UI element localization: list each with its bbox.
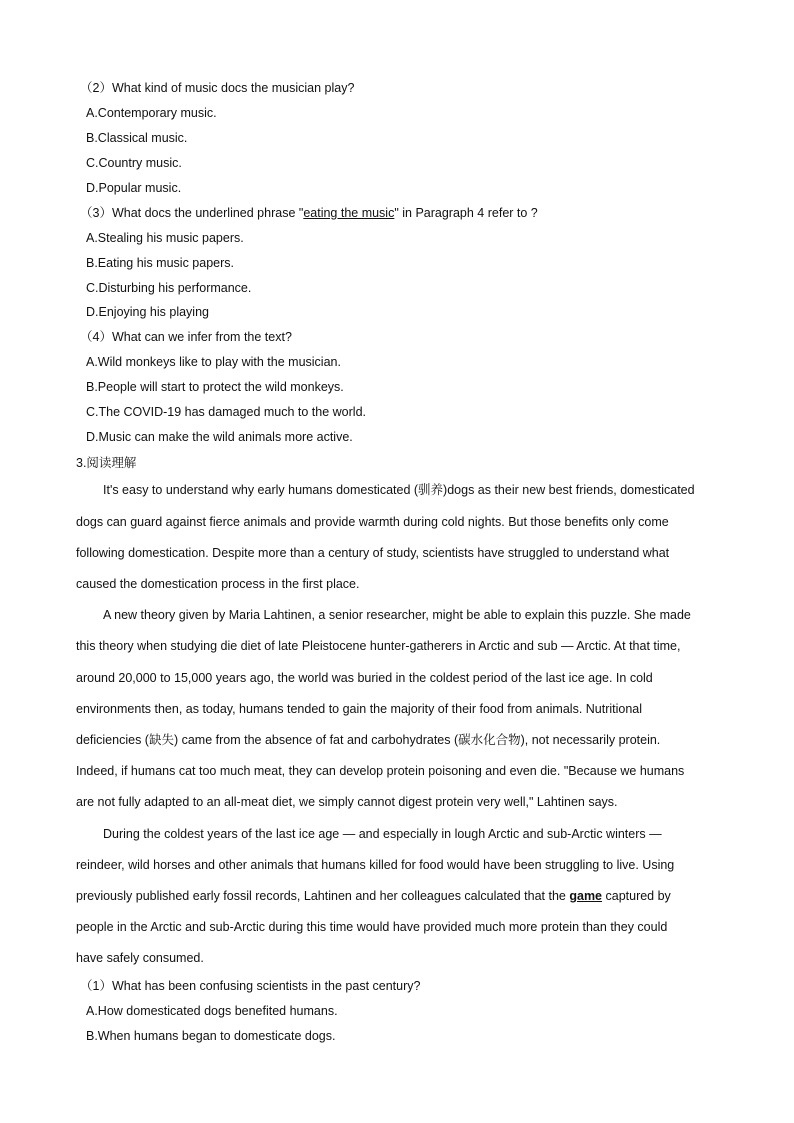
- option-c: C.The COVID-19 has damaged much to the world.: [86, 405, 366, 419]
- underlined-phrase: eating the music: [303, 206, 395, 220]
- option-b: B.People will start to protect the wild monkeys.: [86, 380, 344, 394]
- paragraph-line: reindeer, wild horses and other animals that humans killed for food would have been struggling to live. Using: [76, 858, 675, 872]
- paragraph-line: environments then, as today, humans tended to gain the majority of their food from animals. Nutritional: [76, 702, 643, 716]
- option-b: B.Classical music.: [86, 131, 188, 145]
- paragraph-line: around 20,000 to 15,000 years ago, the world was buried in the coldest period of the last ice age. In cold: [76, 671, 653, 685]
- paragraph-line: following domestication. Despite more than a century of study, scientists have struggled to understand what: [76, 546, 670, 560]
- paragraph-line: [76, 888, 716, 904]
- option-a: A.Wild monkeys like to play with the musician.: [86, 355, 341, 369]
- paragraph-line: deficiencies (缺失) came from the absence of fat and carbohydrates (碳水化合物), not necessarily protein.: [76, 733, 661, 747]
- paragraph-line: During the coldest years of the last ice age — and especially in lough Arctic and sub-Arctic winters —: [103, 827, 662, 841]
- line-text: previously published early fossil records, Lahtinen and her colleagues calculated that the: [76, 889, 570, 903]
- option-a: A.Contemporary music.: [86, 106, 217, 120]
- option-d: D.Popular music.: [86, 181, 182, 195]
- option-d: D.Enjoying his playing: [86, 305, 209, 319]
- paragraph-line: caused the domestication process in the first place.: [76, 577, 360, 591]
- option-a: A.Stealing his music papers.: [86, 231, 244, 245]
- paragraph-line: Indeed, if humans cat too much meat, they can develop protein poisoning and even die. "Because we humans: [76, 764, 685, 778]
- option-c: C.Country music.: [86, 156, 182, 170]
- question-stem: （2）What kind of music docs the musician play?: [80, 81, 355, 95]
- option-b: B.When humans began to domesticate dogs.: [86, 1029, 336, 1043]
- paragraph-line: dogs can guard against fierce animals and provide warmth during cold nights. But those benefits only come: [76, 515, 669, 529]
- stem-text: " in Paragraph 4 refer to ?: [394, 206, 538, 220]
- section-title: 3.阅读理解: [76, 456, 137, 470]
- paragraph-line: A new theory given by Maria Lahtinen, a senior researcher, might be able to explain this puzzle. She made: [103, 608, 691, 622]
- paragraph-line: people in the Arctic and sub-Arctic during this time would have provided much more protein than they could: [76, 920, 668, 934]
- question-stem: （1）What has been confusing scientists in the past century?: [80, 979, 421, 993]
- paragraph-line: It's easy to understand why early humans domesticated (驯养)dogs as their new best friends, domesticated: [103, 483, 695, 497]
- stem-text: （3）What docs the underlined phrase ": [80, 206, 304, 220]
- option-a: A.How domesticated dogs benefited humans.: [86, 1004, 338, 1018]
- question-stem: （4）What can we infer from the text?: [80, 330, 292, 344]
- option-b: B.Eating his music papers.: [86, 256, 234, 270]
- option-c: C.Disturbing his performance.: [86, 281, 252, 295]
- bold-underlined-word: game: [569, 889, 603, 903]
- question-stem: [80, 205, 538, 221]
- paragraph-line: have safely consumed.: [76, 951, 204, 965]
- line-text: captured by: [602, 889, 671, 903]
- paragraph-line: are not fully adapted to an all-meat diet, we simply cannot digest protein very well," Lahtinen says.: [76, 795, 618, 809]
- paragraph-line: this theory when studying die diet of late Pleistocene hunter-gatherers in Arctic and sub — Arctic. At that time,: [76, 639, 681, 653]
- option-d: D.Music can make the wild animals more active.: [86, 430, 353, 444]
